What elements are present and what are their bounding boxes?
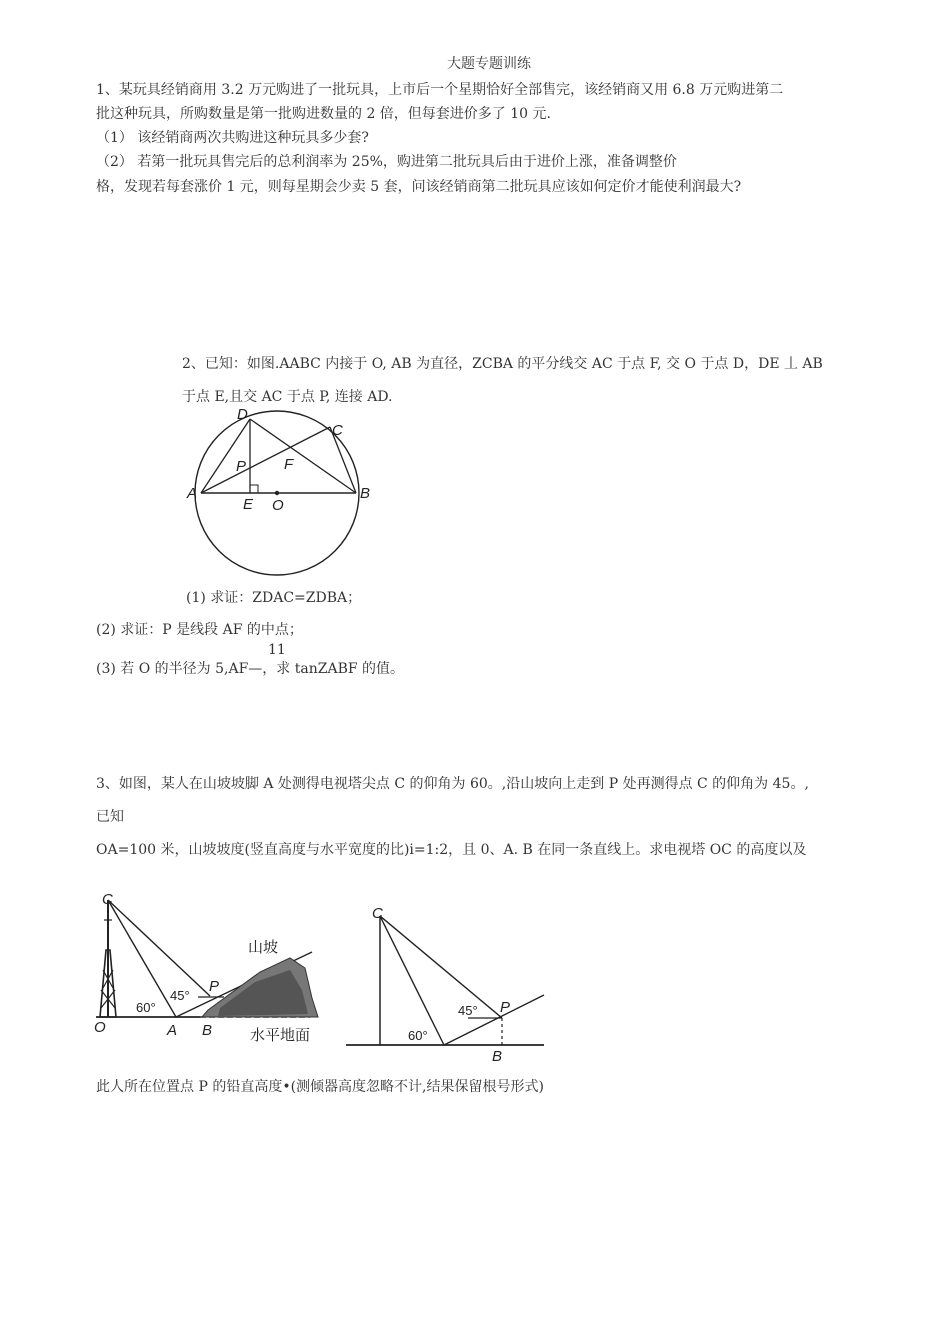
fig3a-slope-label: 山坡 (248, 939, 279, 956)
q2-line2: 于点 E,且交 AC 于点 P, 连接 AD. (182, 389, 393, 405)
q1-part2: （2） 若第一批玩具售完后的总利润率为 25%，购进第二批玩具后由于进价上涨，准备调整价 (96, 154, 677, 170)
fig3a-label-b: B (202, 1022, 213, 1039)
q3-line3: OA=100 米，山坡坡度(竖直高度与水平宽度的比)i=1:2，且 0、A. B 在同一条直线上。求电视塔 OC 的高度以及 (96, 842, 807, 858)
q2-part1: (1) 求证：ZDAC=ZDBA； (186, 590, 362, 606)
q2-part3-number: 11 (268, 642, 286, 658)
fig3a-angle-45: 45° (170, 988, 190, 1003)
q1-part1: （1） 该经销商两次共购进这种玩具多少套? (96, 130, 369, 146)
q1-line2: 批这种玩具，所购数量是第一批购进数量的 2 倍，但每套进价多了 10 元. (96, 106, 551, 122)
fig2-label-b: B (360, 485, 371, 502)
q3-line4: 此人所在位置点 P 的铅直高度•(测倾器高度忽略不计,结果保留根号形式) (96, 1079, 544, 1095)
q3-line2: 已知 (96, 809, 124, 825)
fig3b-angle-45: 45° (458, 1003, 478, 1018)
fig3b-label-b: B (492, 1048, 503, 1065)
q1-line1: 1、某玩具经销商用 3.2 万元购进了一批玩具，上市后一个星期恰好全部售完，该经销商又用 6.8 万元购进第二 (96, 82, 784, 98)
q2-part2: (2) 求证：P 是线段 AF 的中点； (96, 622, 303, 638)
q1-part2b: 格，发现若每套涨价 1 元，则每星期会少卖 5 套，问该经销商第二批玩具应该如何定价才能使利润最大? (96, 179, 742, 195)
fig3a-label-p: P (209, 978, 220, 995)
fig3a-label-a: A (167, 1022, 178, 1039)
fig3b-angle-60: 60° (408, 1028, 428, 1043)
q2-circle-figure (180, 405, 380, 595)
page-title: 大题专题训练 (447, 56, 531, 72)
q3-line1: 3、如图，某人在山坡坡脚 A 处测得电视塔尖点 C 的仰角为 60。,沿山坡向上走到 P 处再测得点 C 的仰角为 45。, (96, 776, 809, 792)
fig2-label-a: A (187, 485, 198, 502)
fig2-label-e: E (243, 496, 254, 513)
q2-part3: (3) 若 O 的半径为 5,AF—，求 tanZABF 的值。 (96, 661, 405, 677)
q3-simplified-figure (340, 898, 560, 1068)
fig3a-angle-60: 60° (136, 1000, 156, 1015)
fig2-label-c: C (332, 422, 343, 439)
q2-line1: 2、已知：如图.AABC 内接于 O, AB 为直径，ZCBA 的平分线交 AC 于点 F, 交 O 于点 D，DE 丄 AB (182, 356, 823, 372)
fig2-label-p: P (236, 458, 247, 475)
fig3a-label-c: C (102, 891, 113, 908)
fig3b-label-c: C (372, 905, 383, 922)
fig3b-label-p: P (500, 999, 511, 1016)
fig2-label-f: F (284, 456, 294, 473)
fig3a-ground-label: 水平地面 (250, 1027, 311, 1044)
fig2-label-d: D (237, 406, 248, 423)
fig2-label-o: O (272, 497, 284, 514)
fig3a-label-o: O (94, 1019, 106, 1036)
q3-tower-slope-figure (90, 890, 330, 1050)
